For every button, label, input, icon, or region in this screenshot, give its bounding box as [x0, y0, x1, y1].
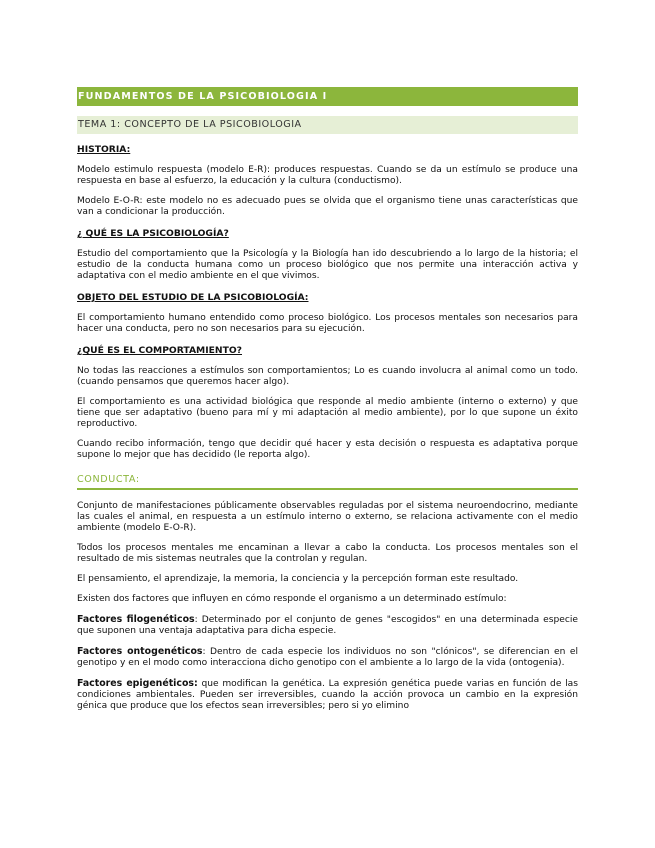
factor-ontogenetico-text: : Dentro de cada especie los individuos no son "clónicos", se diferencian en el genotipo y en el modo como interacciona dicho genotipo con el ambiente a lo largo de la vida (ontogenia).	[77, 647, 578, 668]
document-content	[77, 87, 578, 712]
topic-title: TEMA 1: CONCEPTO DE LA PSICOBIOLOGIA	[77, 116, 578, 134]
comportamiento-paragraph-1: No todas las reacciones a estímulos son comportamientos; Lo es cuando involucra al animal como un todo. (cuando pensamos que queremos hacer algo).	[77, 366, 578, 387]
document-title: FUNDAMENTOS DE LA PSICOBIOLOGIA I	[77, 87, 578, 106]
conducta-paragraph-4: Existen dos factores que influyen en cómo responde el organismo a un determinado estímulo:	[77, 594, 507, 604]
factor-ontogenetico-label: Factores ontogenéticos	[77, 646, 203, 657]
comportamiento-paragraph-3: Cuando recibo información, tengo que decidir qué hacer y esta decisión o respuesta es adaptativa porque supone lo mejor que has decidido (le reporta algo).	[77, 439, 578, 460]
factor-filogenetico-label: Factores filogenéticos	[77, 614, 195, 625]
conducta-paragraph-2: Todos los procesos mentales me encaminan a llevar a cabo la conducta. Los procesos mentales son el resultado de mis sistemas neutrales que la controlan y regulan.	[77, 543, 578, 564]
historia-heading: HISTORIA:	[77, 144, 131, 155]
factor-epigenetico-label: Factores epigenéticos:	[77, 678, 198, 689]
que-es-heading: ¿ QUÉ ES LA PSICOBIOLOGÍA?	[77, 228, 229, 239]
factor-epigenetico	[77, 678, 578, 712]
conducta-paragraph-1: Conjunto de manifestaciones públicamente observables reguladas por el sistema neuroendocrino, mediante las cuales el animal, en respuesta a un estímulo interno o externo, se relaciona activamente con el medio ambiente (modelo E-O-R).	[77, 501, 578, 533]
factor-filogenetico	[77, 614, 578, 637]
objeto-heading: OBJETO DEL ESTUDIO DE LA PSICOBIOLOGÍA:	[77, 292, 309, 303]
historia-paragraph-2: Modelo E-O-R: este modelo no es adecuado pues se olvida que el organismo tiene unas características que van a condicionar la producción.	[77, 196, 578, 217]
comportamiento-paragraph-2: El comportamiento es una actividad biológica que responde al medio ambiente (interno o externo) y que tiene que ser adaptativo (bueno para mí y mi adaptación al medio ambiente), por lo que supone un éxito reproductivo.	[77, 397, 578, 429]
objeto-paragraph: El comportamiento humano entendido como proceso biológico. Los procesos mentales son necesarios para hacer una conducta, pero no son necesarios para su ejecución.	[77, 313, 578, 334]
historia-paragraph-1: Modelo estimulo respuesta (modelo E-R): produces respuestas. Cuando se da un estímulo se produce una respuesta en base al esfuerzo, la educación y la cultura (conductismo).	[77, 165, 578, 186]
factor-epigenetico-text: que modifican la genética. La expresión genética puede varias en función de las condiciones ambientales. Pueden ser irreversibles, cuando la acción provoca un cambio en la expresión génica que produce que los efectos sean irreversibles; pero si yo elimino	[77, 679, 578, 711]
conducta-paragraph-3: El pensamiento, el aprendizaje, la memoria, la conciencia y la percepción forman este resultado.	[77, 574, 519, 584]
comportamiento-heading: ¿QUÉ ES EL COMPORTAMIENTO?	[77, 345, 242, 356]
que-es-paragraph: Estudio del comportamiento que la Psicología y la Biología han ido descubriendo a lo largo de la historia; el estudio de la conducta humana como un proceso biológico que nos permite una interacción activa y adaptativa con el medio ambiente en el que vivimos.	[77, 249, 578, 281]
factor-filogenetico-text: : Determinado por el conjunto de genes "escogidos" en una determinada especie que suponen una ventaja adaptativa para dicha especie.	[77, 615, 578, 636]
factor-ontogenetico	[77, 646, 578, 669]
conducta-heading: CONDUCTA:	[77, 474, 578, 490]
